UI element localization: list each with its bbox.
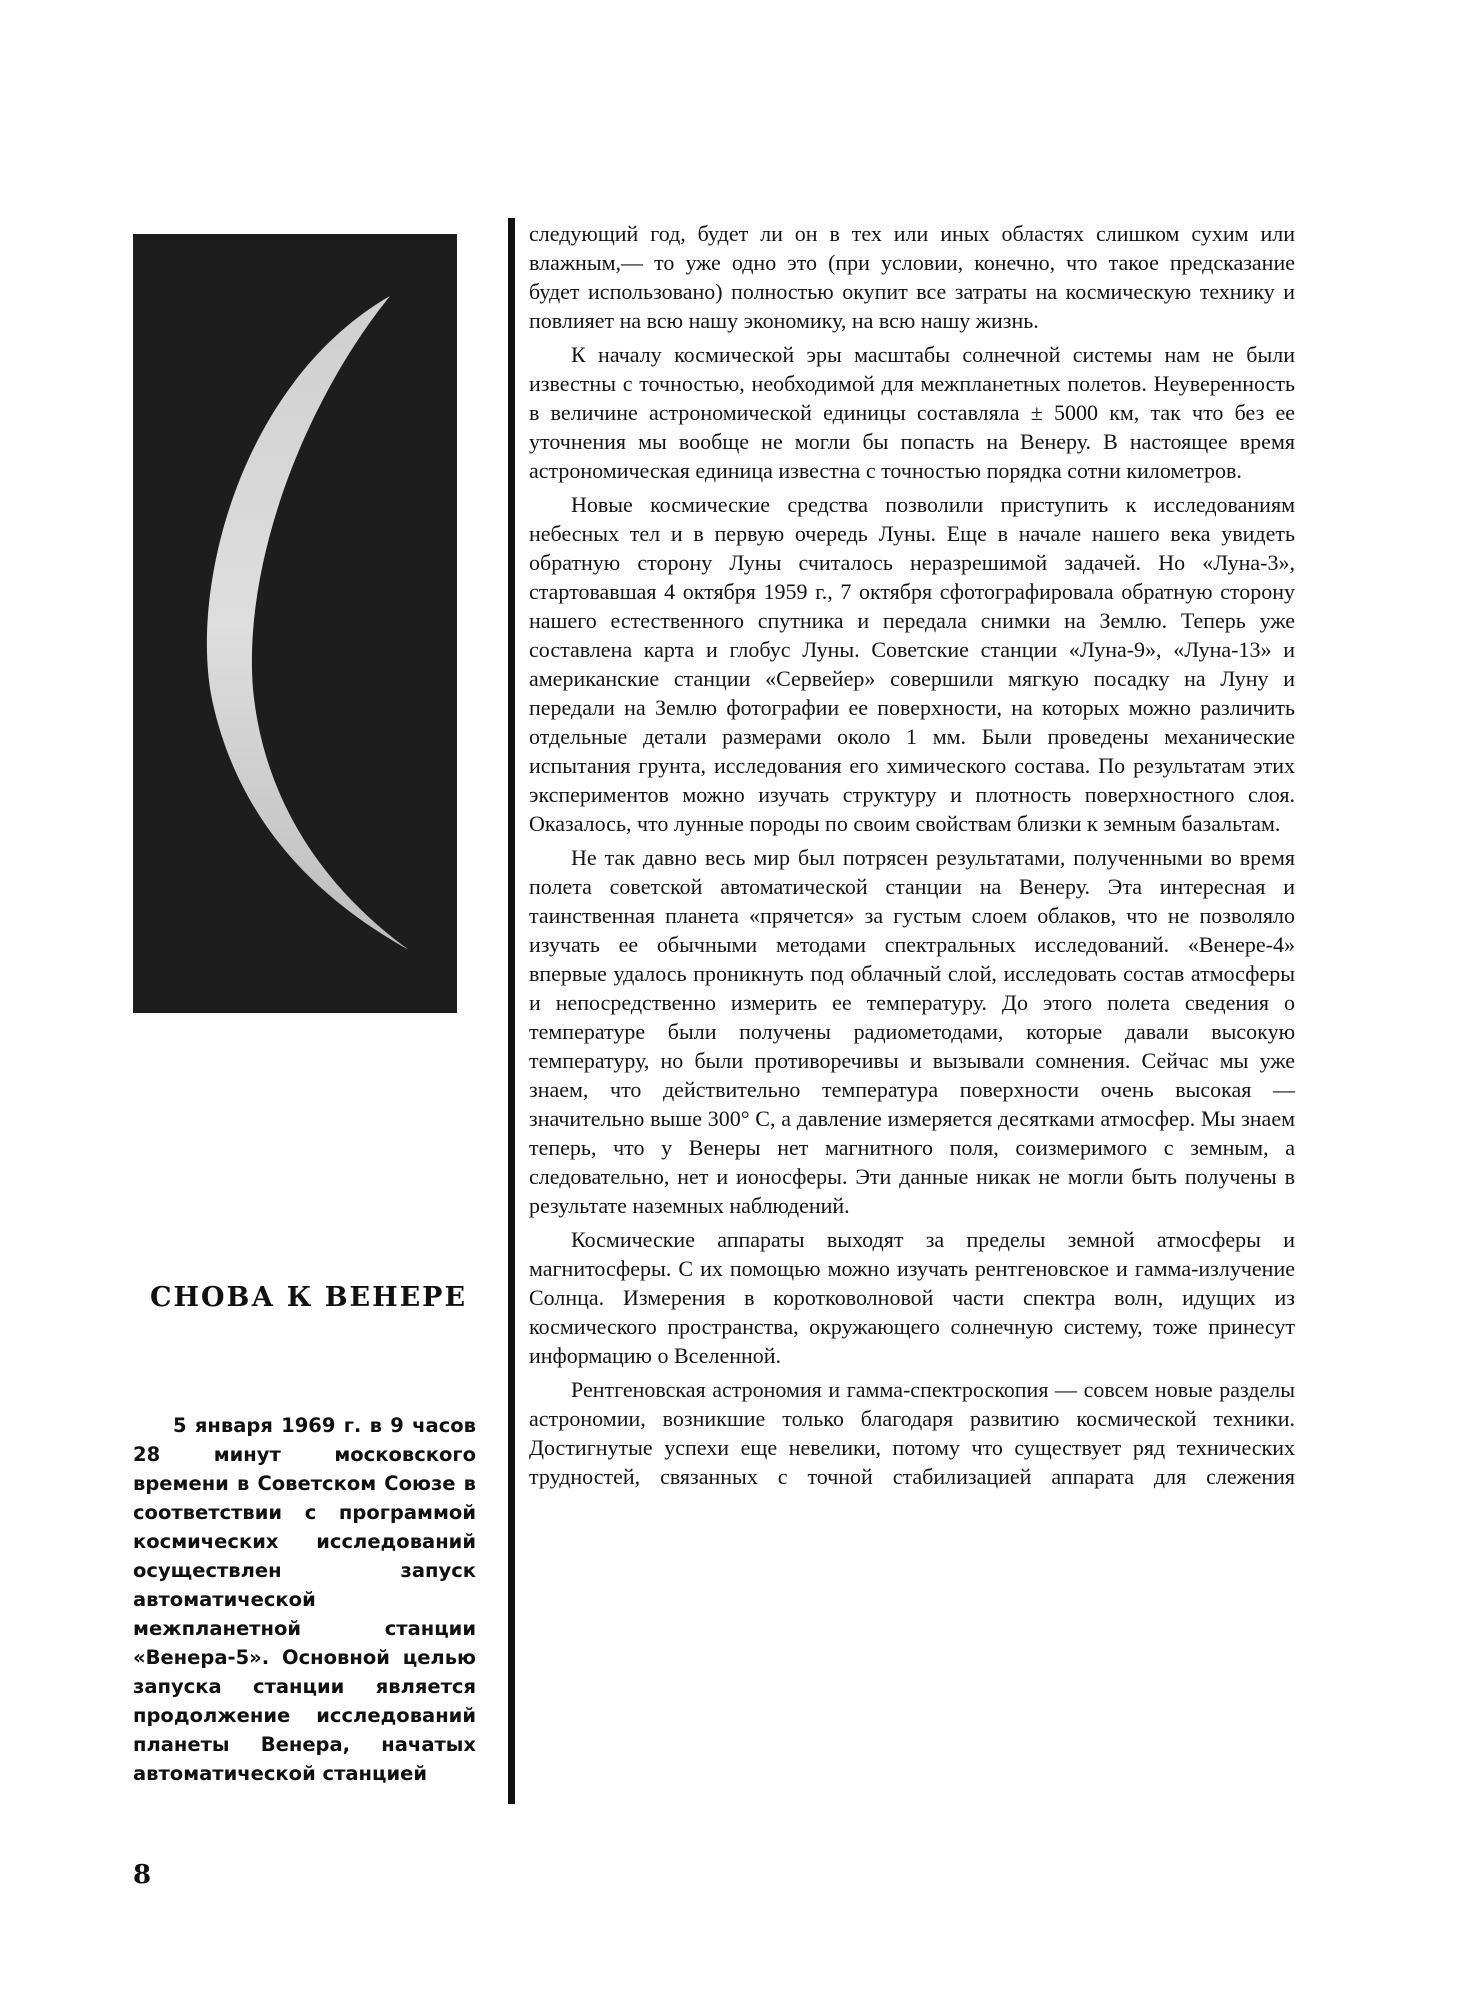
vertical-rule bbox=[508, 218, 515, 1804]
lead-paragraph: 5 января 1969 г. в 9 часов 28 минут московского времени в Советском Союзе в соответствии с программой космических исследований осуществлен запуск автоматической межпланетной станции «Венера-5». Основной целью запуска станции является продолжение исследований планеты Венера, начатых автоматической станцией bbox=[133, 1414, 476, 1785]
body-paragraph: Не так давно весь мир был потрясен результатами, полученными во время полета советской автоматической станции на Венеру. Эта интересная и таинственная планета «прячется» за густым слоем облаков, что не позволяло изучать ее обычными методами спектральных исследований. «Венере-4» впервые удалось проникнуть под облачный слой, исследовать состав атмосферы и непосредственно измерить ее температуру. До этого полета сведения о температуре были получены радиометодами, которые давали высокую температуру, но были противоречивы и вызывали сомнения. Сейчас мы уже знаем, что действительно температура поверхности очень высокая — значительно выше 300° С, а давление измеряется десятками атмосфер. Мы знаем теперь, что у Венеры нет магнитного поля, соизмеримого с земным, а следовательно, нет и ионосферы. Эти данные никак не могли быть получены в результате наземных наблюдений. bbox=[529, 845, 1295, 1218]
venus-crescent-graphic bbox=[133, 234, 457, 1013]
body-paragraph: К началу космической эры масштабы солнечной системы нам не были известны с точностью, необходимой для межпланетных полетов. Неуверенность в величине астрономической единицы составляла ± 5000 км, так что без ее уточнения мы вообще не могли бы попасть на Венеру. В настоящее время астрономическая единица известна с точностью порядка сотни километров. bbox=[529, 342, 1295, 483]
body-paragraph: Рентгеновская астрономия и гамма-спектроскопия — совсем новые разделы астрономии, возникшие только благодаря развитию космической техники. Достигнутые успехи еще невелики, потому что существует ряд технических трудностей, связанных с точной стабилизацией аппарата для слежения bbox=[529, 1377, 1295, 1489]
section-title: СНОВА К ВЕНЕРЕ bbox=[150, 1282, 468, 1313]
venus-crescent-photo bbox=[133, 234, 457, 1013]
article-body bbox=[529, 219, 1295, 1491]
body-paragraph: следующий год, будет ли он в тех или иных областях слишком сухим или влажным,— то уже одно это (при условии, конечно, что такое предсказание будет использовано) полностью окупит все затраты на космическую технику и повлияет на всю нашу экономику, на всю нашу жизнь. bbox=[529, 221, 1295, 333]
body-paragraph: Новые космические средства позволили приступить к исследованиям небесных тел и в первую очередь Луны. Еще в начале нашего века увидеть обратную сторону Луны считалось неразрешимой задачей. Но «Луна-3», стартовавшая 4 октября 1959 г., 7 октября сфотографировала обратную сторону нашего естественного спутника и передала снимки на Землю. Теперь уже составлена карта и глобус Луны. Советские станции «Луна-9», «Луна-13» и американские станции «Сервейер» совершили мягкую посадку на Луну и передали на Землю фотографии ее поверхности, на которых можно различить отдельные детали размерами около 1 мм. Были проведены механические испытания грунта, исследования его химического состава. По результатам этих экспериментов можно изучать структуру и плотность поверхностного слоя. Оказалось, что лунные породы по своим свойствам близки к земным базальтам. bbox=[529, 492, 1295, 836]
body-paragraph: Космические аппараты выходят за пределы земной атмосферы и магнитосферы. С их помощью можно изучать рентгеновское и гамма-излучение Солнца. Измерения в коротковолновой части спектра волн, идущих из космического пространства, окружающего солнечную систему, тоже принесут информацию о Вселенной. bbox=[529, 1227, 1295, 1368]
page-number: 8 bbox=[133, 1860, 152, 1890]
